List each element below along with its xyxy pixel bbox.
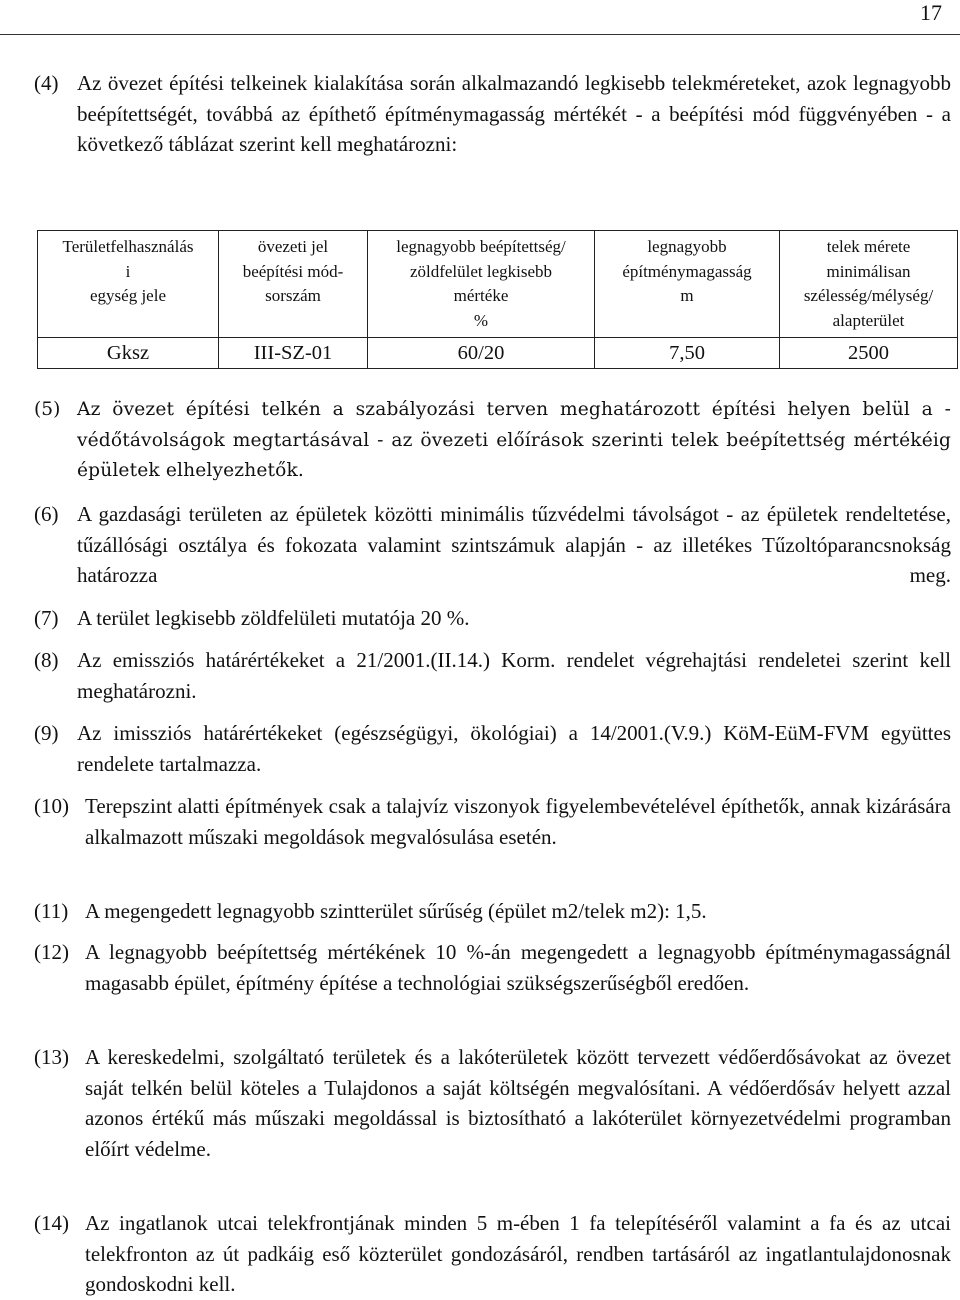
paragraph-10 bbox=[34, 791, 951, 852]
paragraph-text: A gazdasági területen az épületek közötti minimális tűzvédelmi távolságot - az épületek rendeltetése, tűzállósági osztálya és fokozata valamint szintszámuk alapján - az illetékes Tűzoltóparancsnokság határozza meg. bbox=[77, 502, 951, 587]
paragraph-number: (11) bbox=[34, 899, 69, 923]
paragraph-9 bbox=[34, 718, 951, 779]
table-row bbox=[38, 338, 958, 369]
paragraph-number: (9) bbox=[34, 721, 59, 745]
paragraph-text: Az imissziós határértékeket (egészségügyi, ökológiai) a 14/2001.(V.9.) KöM-EüM-FVM együttes rendelete tartalmazza. bbox=[77, 721, 951, 776]
paragraph-text: Az ingatlanok utcai telekfrontjának minden 5 m-ében 1 fa telepítéséről valamint a fa és az utcai telekfronton az út padkáig eső közterület gondozásáról, rendben tartásáról az ingatlantulajdonosnak gondoskodni kell. bbox=[85, 1211, 951, 1296]
paragraph-text: A terület legkisebb zöldfelületi mutatója 20 %. bbox=[77, 606, 470, 630]
paragraph-text: Az övezet építési telkén a szabályozási terven meghatározott építési helyen belül a - védőtávolságok megtartásával - az övezeti előírások szerinti telek beépítettség mértékéig épületek elhelyezhetők. bbox=[77, 399, 951, 481]
paragraph-text: A kereskedelmi, szolgáltató területek és a lakóterületek között tervezett védőerdősávokat az övezet saját telkén belül köteles a Tulajdonos a saját költségén megvalósítani. A védőerdősáv helyett azzal azonos értékű más műszaki megoldással is biztosítható a lakóterület környezetvédelmi programban előírt védelme. bbox=[85, 1045, 951, 1161]
paragraph-number: (6) bbox=[34, 502, 59, 526]
paragraph-11 bbox=[34, 896, 951, 927]
paragraph-text: Az övezet építési telkeinek kialakítása során alkalmazandó legkisebb telekméreteket, azok legnagyobb beépítettségét, továbbá az építhető építménymagasság mértékét - a beépítési mód függvényében - a következő táblázat szerint kell meghatározni: bbox=[77, 71, 951, 156]
paragraph-4 bbox=[34, 68, 951, 160]
paragraph-number: (8) bbox=[34, 648, 59, 672]
paragraph-number: (13) bbox=[34, 1045, 69, 1069]
paragraph-12 bbox=[34, 937, 951, 998]
building-rules-table bbox=[37, 230, 958, 369]
header-land-use-unit: Területfelhasználás i egység jele bbox=[38, 231, 219, 338]
paragraph-number: (12) bbox=[34, 940, 69, 964]
paragraph-number: (7) bbox=[34, 606, 59, 630]
paragraph-text: Az emissziós határértékeket a 21/2001.(II.14.) Korm. rendelet végrehajtási rendeletei szerint kell meghatározni. bbox=[77, 648, 951, 703]
table-header-row bbox=[38, 231, 958, 338]
header-max-height: legnagyobb építménymagasság m bbox=[595, 231, 780, 338]
page-number: 17 bbox=[920, 0, 942, 25]
cell-zone-code: III-SZ-01 bbox=[219, 338, 368, 369]
paragraph-13 bbox=[34, 1042, 951, 1164]
paragraph-text: Terepszint alatti építmények csak a talajvíz viszonyok figyelembevételével építhetők, annak kizárására alkalmazott műszaki megoldások megvalósulása esetén. bbox=[85, 794, 951, 849]
paragraph-5 bbox=[34, 395, 951, 487]
paragraph-number: (4) bbox=[34, 71, 59, 95]
paragraph-14 bbox=[34, 1208, 951, 1300]
cell-max-coverage: 60/20 bbox=[368, 338, 595, 369]
paragraph-8 bbox=[34, 645, 951, 706]
cell-max-height: 7,50 bbox=[595, 338, 780, 369]
header-rule bbox=[0, 34, 960, 35]
paragraph-text: A legnagyobb beépítettség mértékének 10 %-án megengedett a legnagyobb építménymagasságnál magasabb épület, építmény építése a technológiai szükségszerűségből eredően. bbox=[85, 940, 951, 995]
cell-min-plot-size: 2500 bbox=[780, 338, 958, 369]
paragraph-number: (14) bbox=[34, 1211, 69, 1235]
paragraph-number: (10) bbox=[34, 794, 69, 818]
paragraph-number: (5) bbox=[34, 399, 61, 420]
cell-land-use-unit: Gksz bbox=[38, 338, 219, 369]
paragraph-7 bbox=[34, 603, 951, 634]
paragraph-6 bbox=[34, 499, 951, 591]
header-min-plot-size: telek mérete minimálisan szélesség/mélység/ alapterület bbox=[780, 231, 958, 338]
header-zone-code: övezeti jel beépítési mód- sorszám bbox=[219, 231, 368, 338]
header-max-coverage: legnagyobb beépítettség/ zöldfelület legkisebb mértéke % bbox=[368, 231, 595, 338]
paragraph-text: A megengedett legnagyobb szintterület sűrűség (épület m2/telek m2): 1,5. bbox=[85, 899, 707, 923]
